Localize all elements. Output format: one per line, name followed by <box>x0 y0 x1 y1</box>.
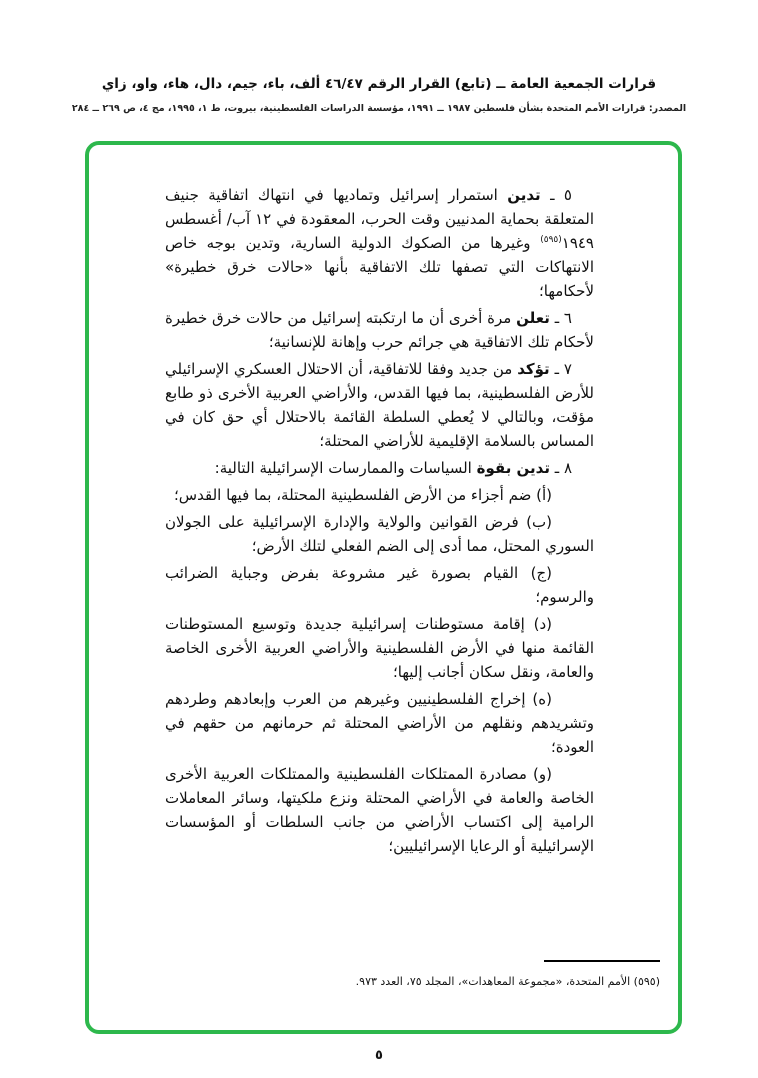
paragraph-6 <box>165 306 594 354</box>
subparagraph-letter: (ه) <box>532 690 552 708</box>
paragraph-text: مرة أخرى أن ما ارتكبته إسرائيل من حالات خرق خطيرة لأحكام تلك الاتفاقية هي جرائم حرب وإهانة للإنسانية؛ <box>165 309 594 351</box>
subparagraph-letter: (ج) <box>530 564 552 582</box>
paragraph-text: إخراج الفلسطينيين وغيرهم من العرب وإبعادهم وطردهم وتشريدهم ونقلهم من الأراضي المحتلة ثم حرمانهم من حقهم في العودة؛ <box>165 690 594 756</box>
paragraph-text: القيام بصورة غير مشروعة بفرض وجباية الضرائب والرسوم؛ <box>165 564 594 606</box>
subparagraph-dal <box>165 612 594 684</box>
subparagraph-ha <box>165 687 594 759</box>
subparagraph-letter: (أ) <box>536 486 552 504</box>
paragraph-text: ضم أجزاء من الأرض الفلسطينية المحتلة، بما فيها القدس؛ <box>174 486 532 504</box>
paragraph-text: فرض القوانين والولاية والإدارة الإسرائيلية على الجولان السوري المحتل، مما أدى إلى الضم الفعلي لتلك الأرض؛ <box>165 513 594 555</box>
footnote: (٥٩٥) الأمم المتحدة، «مجموعة المعاهدات»، المجلد ٧٥، العدد ٩٧٣. <box>355 975 660 988</box>
document-title: قرارات الجمعية العامة ــ (تابع) القرار الرقم ٤٦/٤٧ ألف، باء، جيم، دال، هاء، واو، زاي <box>101 76 657 92</box>
subparagraph-letter: (ب) <box>526 513 552 531</box>
subparagraph-alef <box>165 483 594 507</box>
footnote-ref: (٥٩٥) <box>540 235 562 245</box>
footnote-divider <box>544 960 660 962</box>
paragraph-text: استمرار إسرائيل وتماديها في انتهاك اتفاقية جنيف المتعلقة بحماية المدنيين وقت الحرب، المعقودة في ١٢ آب/ أغسطس ١٩٤٩ <box>165 186 595 252</box>
resolution-text <box>165 183 594 861</box>
paragraph-text: مصادرة الممتلكات الفلسطينية والممتلكات العربية الأخرى الخاصة والعامة في الأراضي المحتلة ونزع ملكيتها، وسائر المعاملات الرامية إلى اكتساب الأراضي من جانب السلطات أو المؤسسات الإسرائيلية أو الرعايا الإسرائيليين؛ <box>165 765 594 855</box>
page-number: ٥ <box>375 1048 383 1063</box>
paragraph-keyword: تدين بقوة <box>476 459 550 477</box>
subparagraph-jim <box>165 561 594 609</box>
subparagraph-letter: (و) <box>533 765 552 783</box>
content-frame <box>85 141 682 1034</box>
subparagraph-waw <box>165 762 594 858</box>
paragraph-5 <box>165 183 594 303</box>
paragraph-text: إقامة مستوطنات إسرائيلية جديدة وتوسيع المستوطنات القائمة منها في الأرض الفلسطينية والأراضي العربية الأخرى الخاصة والعامة، ونقل سكان أجانب إليها؛ <box>165 615 594 681</box>
paragraph-text: وغيرها من الصكوك الدولية السارية، وتدين بوجه خاص الانتهاكات التي تصفها تلك الاتفاقية بأنها «حالات خرق خطيرة» لأحكامها؛ <box>165 234 594 300</box>
subparagraph-letter: (د) <box>533 615 552 633</box>
paragraph-number: ٨ ـ <box>554 459 572 477</box>
paragraph-keyword: تعلن <box>516 309 550 327</box>
paragraph-keyword: تؤكد <box>517 360 550 378</box>
paragraph-number: ٦ ـ <box>554 309 572 327</box>
paragraph-7 <box>165 357 594 453</box>
paragraph-number: ٥ ـ <box>550 186 572 204</box>
paragraph-text: من جديد وفقا للاتفاقية، أن الاحتلال العسكري الإسرائيلي للأرض الفلسطينية، بما فيها القدس، والأراضي العربية الأخرى ذو طابع مؤقت، وبالتالي لا يُعطي السلطة القائمة بالاحتلال أي حق كان في المساس بالسلامة الإقليمية للأراضي المحتلة؛ <box>165 360 594 450</box>
paragraph-text: السياسات والممارسات الإسرائيلية التالية: <box>214 459 472 477</box>
paragraph-number: ٧ ـ <box>554 360 572 378</box>
subparagraph-ba <box>165 510 594 558</box>
paragraph-keyword: تدين <box>507 186 541 204</box>
paragraph-8 <box>165 456 594 480</box>
footnote-area <box>165 955 660 990</box>
document-source: المصدر: قرارات الأمم المتحدة بشأن فلسطين ١٩٨٧ ــ ١٩٩١، مؤسسة الدراسات الفلسطينية، بيروت، ط ١، ١٩٩٥، مج ٤، ص ٢٦٩ ــ ٢٨٤ <box>71 103 687 114</box>
